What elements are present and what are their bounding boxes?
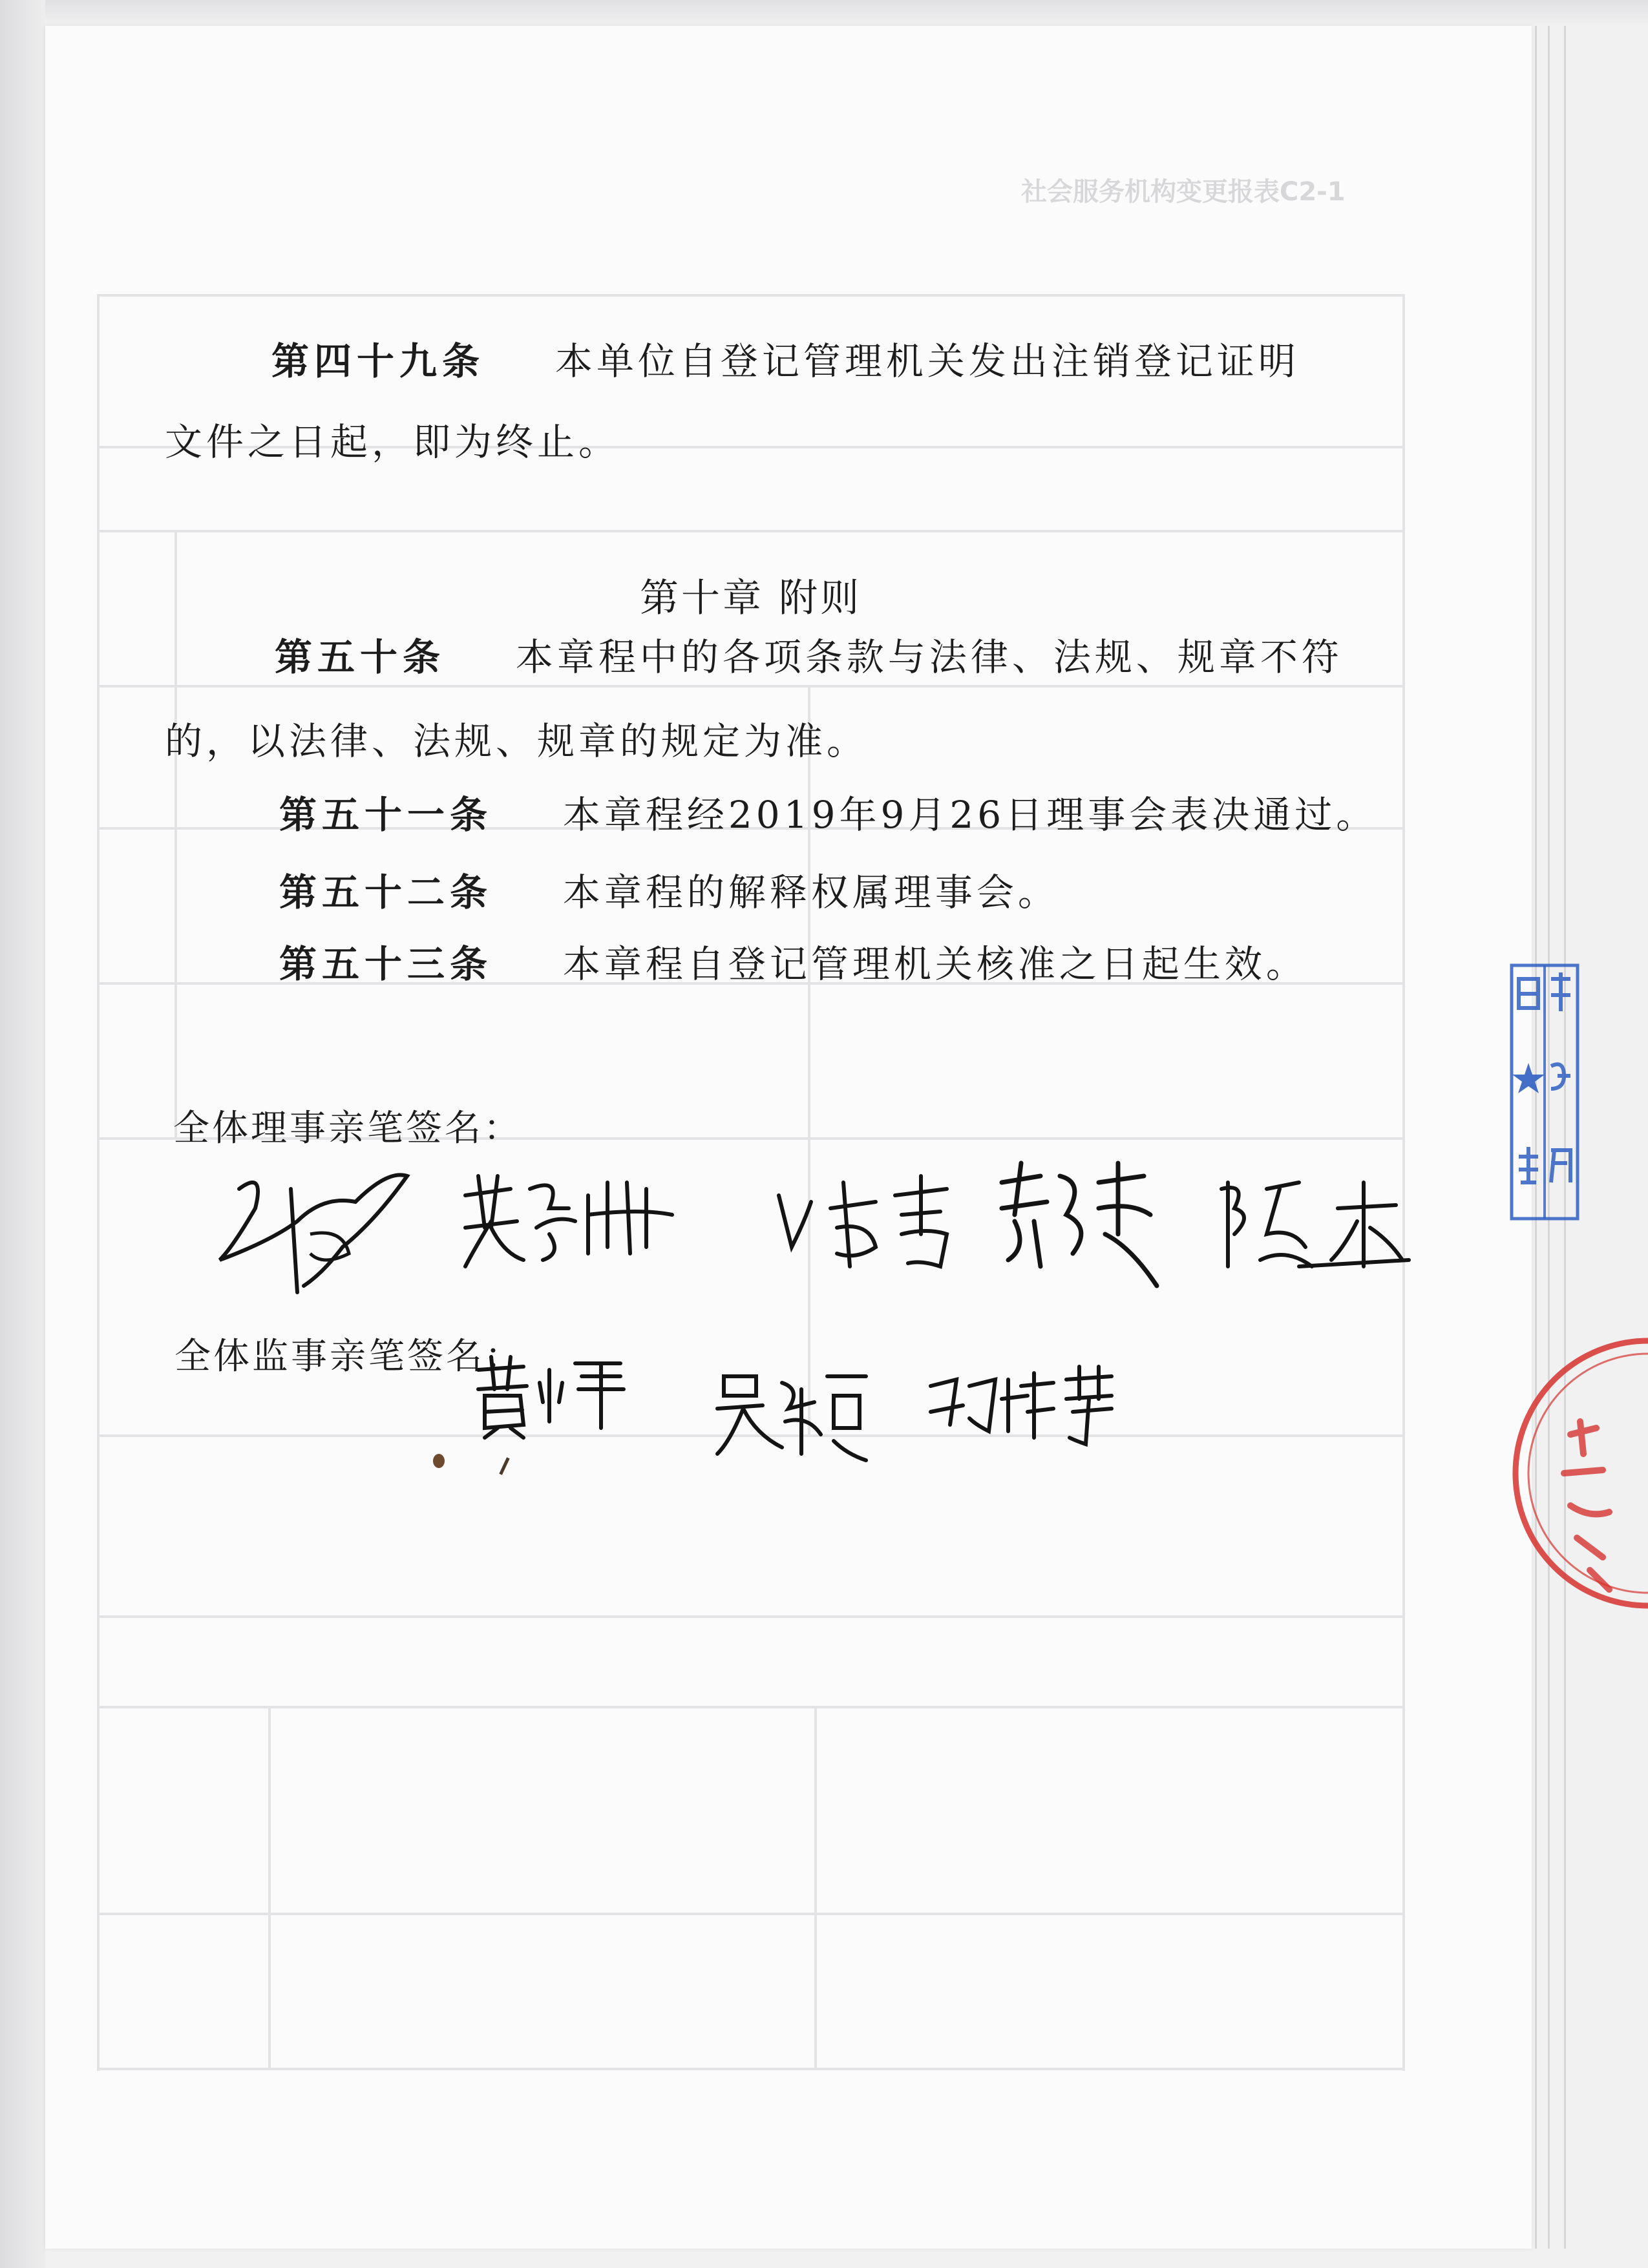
article-50-text: 本章程中的各项条款与法律、法规、规章不符 [515,635,1343,679]
article-51 [279,793,1378,837]
signature-7 [704,1363,872,1467]
signature-2 [452,1157,698,1279]
red-seal [1499,1325,1648,1622]
article-53 [279,942,1307,986]
signature-8 [918,1360,1125,1451]
article-52 [279,870,1059,914]
article-53-title: 第五十三条 [279,942,493,986]
article-53-text: 本章程自登记管理机关核准之日起生效。 [562,942,1307,986]
article-49-title: 第四十九条 [271,339,485,383]
article-52-text: 本章程的解释权属理事会。 [562,870,1059,914]
signature-6 [465,1350,633,1441]
signature-4 [989,1157,1170,1299]
article-50-line2: 的，以法律、法规、规章的规定为准。 [165,719,869,763]
signature-3 [766,1170,973,1279]
signature-5 [1209,1170,1415,1279]
article-52-title: 第五十二条 [279,870,493,914]
signature-1 [194,1150,439,1305]
article-49-line1 [271,339,1300,383]
bleed-through-header: 社会服务机构变更报表C2-1 [1021,177,1346,207]
article-49-line2: 文件之日起，即为终止。 [165,420,620,464]
ink-stain [433,1454,445,1468]
directors-signature-label: 全体理事亲笔签名： [173,1108,522,1150]
article-51-title: 第五十一条 [279,793,493,837]
article-50-title: 第五十条 [275,635,446,679]
supervisors-signature-label: 全体监事亲笔签名： [174,1336,523,1378]
article-50-line1 [275,635,1343,679]
blue-stamp [1509,963,1580,1221]
article-51-text: 本章程经2019年9月26日理事会表决通过。 [562,793,1378,837]
chapter-title: 第十章 附则 [640,576,862,621]
article-49-text: 本单位自登记管理机关发出注销登记证明 [555,339,1300,383]
